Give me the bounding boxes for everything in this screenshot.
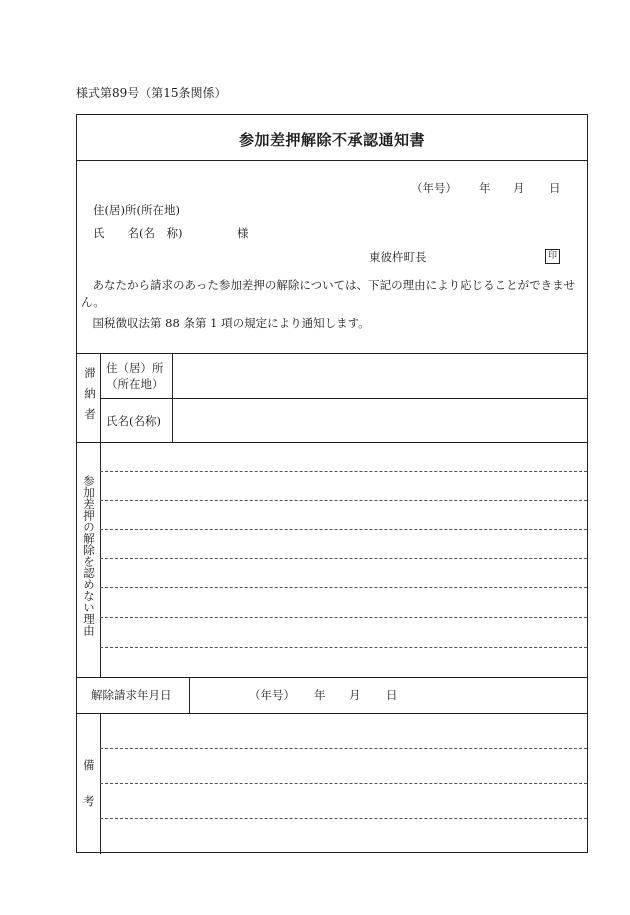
reason-line — [100, 647, 587, 648]
issuer-title: 東彼杵町長 — [369, 250, 427, 264]
reason-section-label: 参加差押の解除を認めない理由 — [82, 475, 96, 636]
remarks-line — [100, 783, 587, 784]
divider — [77, 442, 587, 443]
divider — [77, 677, 587, 678]
divider — [77, 353, 587, 354]
delinquent-section-label: 滞納者 — [83, 367, 97, 429]
remarks-line — [100, 818, 587, 819]
addressee-name-label: 氏 名(名 称) — [93, 226, 183, 240]
request-date-year: 年 — [314, 688, 326, 702]
delinquent-address-label-2: （所在地） — [106, 377, 164, 391]
date-day: 日 — [549, 181, 561, 195]
date-month: 月 — [513, 181, 525, 195]
reason-line — [100, 529, 587, 530]
delinquent-name-label: 氏名(名称) — [106, 414, 161, 428]
request-date-day: 日 — [386, 688, 398, 702]
reason-line — [100, 617, 587, 618]
notice-paragraph-2: 国税徴収法第 88 条第 1 項の規定により通知します。 — [92, 316, 370, 330]
request-date-label: 解除請求年月日 — [91, 688, 172, 702]
notice-form — [76, 114, 588, 853]
delinquent-address-label-1: 住（居）所 — [106, 361, 164, 375]
reason-line — [100, 471, 587, 472]
remarks-label-2: 考 — [83, 794, 95, 808]
date-era: （年号） — [411, 181, 457, 195]
seal-mark: 印 — [545, 249, 560, 264]
divider — [77, 713, 587, 714]
reason-line — [100, 500, 587, 501]
reason-line — [100, 587, 587, 588]
addressee-address-label: 住(居)所(所在地) — [93, 203, 180, 217]
honorific: 様 — [237, 226, 249, 240]
divider — [100, 398, 587, 399]
divider — [77, 160, 587, 161]
date-year: 年 — [479, 181, 491, 195]
form-number: 様式第89号（第15条関係） — [76, 86, 227, 100]
request-date-era: （年号） — [249, 688, 295, 702]
remarks-line — [100, 748, 587, 749]
divider — [100, 442, 101, 677]
request-date-month: 月 — [349, 688, 361, 702]
notice-paragraph-1: あなたから請求のあった参加差押の解除については、下記の理由により応じることができません。 — [81, 278, 576, 309]
reason-line — [100, 558, 587, 559]
form-title: 参加差押解除不承認通知書 — [238, 131, 425, 149]
divider — [189, 677, 190, 713]
remarks-label-1: 備 — [83, 758, 95, 772]
